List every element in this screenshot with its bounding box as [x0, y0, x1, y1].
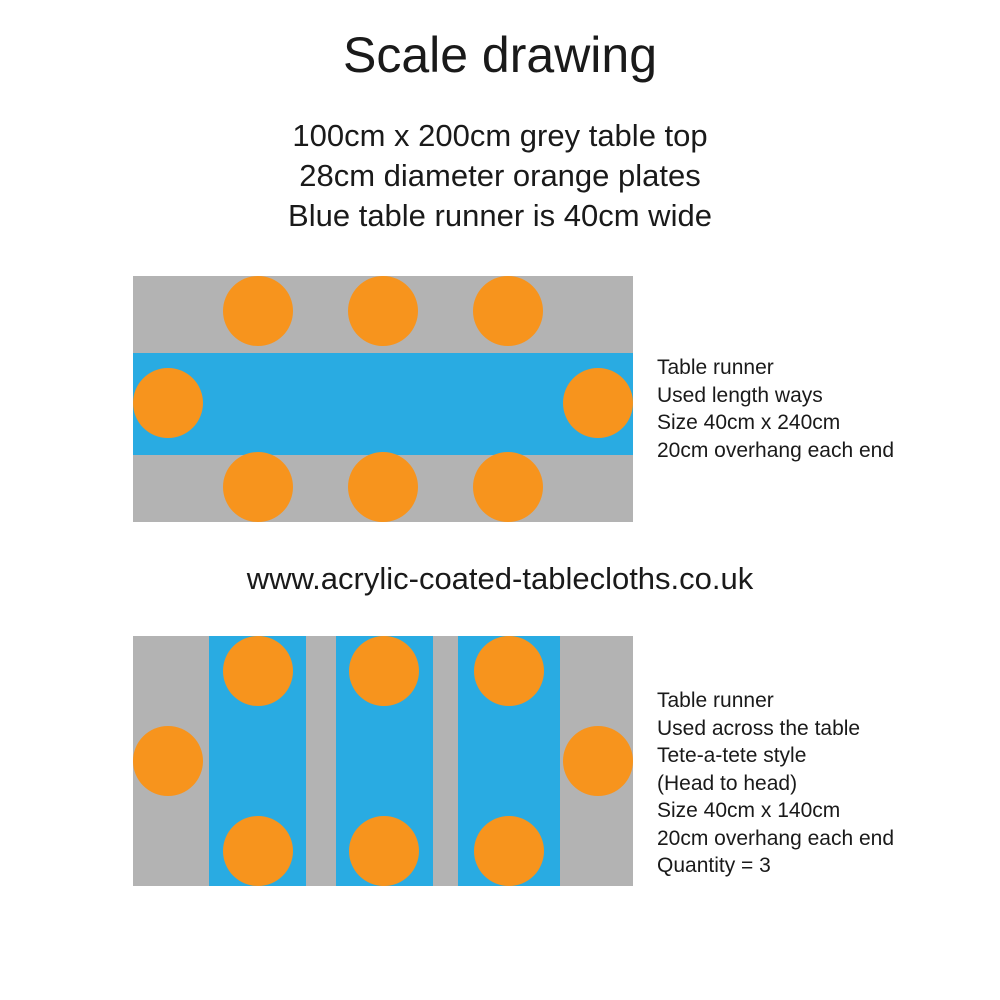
plate: [563, 726, 633, 796]
lengthways-caption: [657, 354, 894, 464]
website-url: www.acrylic-coated-tablecloths.co.uk: [246, 561, 754, 596]
plate: [348, 452, 418, 522]
plate: [349, 816, 419, 886]
plate: [474, 636, 544, 706]
drawing-key: [0, 116, 1000, 236]
table-runner-lengthways: [133, 353, 633, 455]
plate: [133, 368, 203, 438]
caption-line: Size 40cm x 140cm: [657, 799, 841, 822]
caption-line: Table runner: [657, 689, 774, 712]
caption-line: 20cm overhang each end: [657, 826, 894, 850]
plate: [133, 726, 203, 796]
caption-line: Quantity = 3: [657, 854, 771, 877]
plate: [349, 636, 419, 706]
caption-line: Used length ways: [657, 383, 823, 407]
table-diagram-lengthways: [133, 276, 633, 522]
key-line-runner: Blue table runner is 40cm wide: [288, 198, 712, 233]
caption-line: Table runner: [657, 356, 774, 379]
plate: [474, 816, 544, 886]
plate: [473, 452, 543, 522]
key-line-plates: 28cm diameter orange plates: [299, 158, 701, 193]
across-caption: [657, 687, 894, 880]
plate: [223, 276, 293, 346]
plate: [563, 368, 633, 438]
plate: [473, 276, 543, 346]
table-diagram-across: [133, 636, 633, 886]
plate: [348, 276, 418, 346]
plate: [223, 636, 293, 706]
caption-line: Used across the table: [657, 716, 861, 740]
caption-line: (Head to head): [657, 771, 798, 795]
caption-line: Size 40cm x 240cm: [657, 411, 841, 434]
caption-line: 20cm overhang each end: [657, 438, 894, 462]
page-title: Scale drawing: [342, 27, 658, 83]
key-line-table: 100cm x 200cm grey table top: [292, 118, 708, 153]
caption-line: Tete-a-tete style: [657, 744, 807, 767]
plate: [223, 816, 293, 886]
plate: [223, 452, 293, 522]
